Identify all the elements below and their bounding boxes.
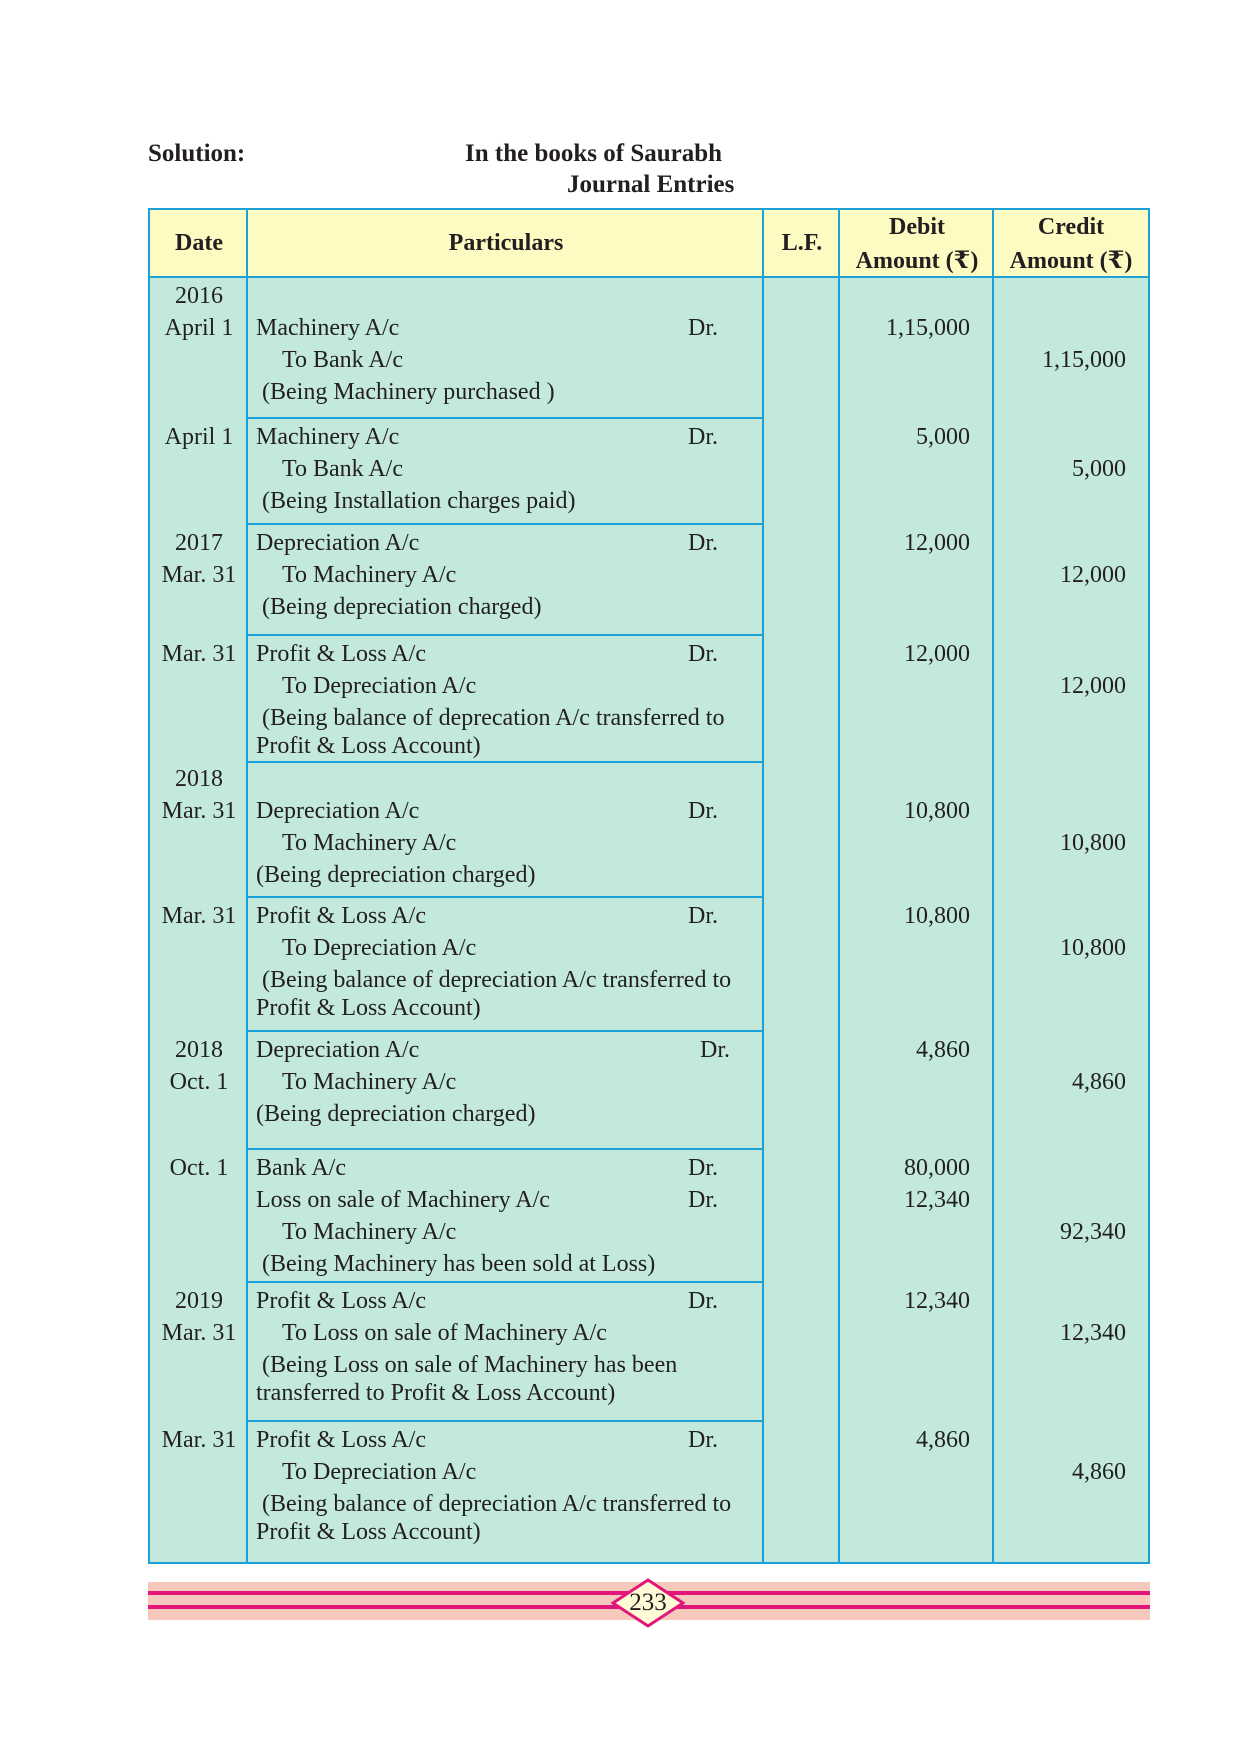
debit-amount: 12,340	[904, 1288, 970, 1314]
column-header-date: Date	[175, 230, 223, 256]
entry-divider	[248, 1281, 764, 1283]
credit-account: To Bank A/c	[282, 456, 403, 482]
dr-mark: Dr.	[688, 530, 718, 556]
debit-amount-2: 12,340	[904, 1187, 970, 1213]
narration: (Being balance of depreciation A/c transferred to	[262, 967, 732, 993]
narration: (Being balance of deprecation A/c transferred to	[262, 705, 725, 731]
entry-date: Mar. 31	[161, 1427, 237, 1453]
narration: (Being balance of depreciation A/c transferred to	[262, 1491, 732, 1517]
entry-date: Mar. 31	[161, 562, 237, 588]
divider-debit	[992, 210, 994, 1562]
solution-label: Solution:	[148, 140, 246, 167]
entry-divider	[248, 896, 764, 898]
divider-particulars	[762, 210, 764, 1562]
column-header-particulars: Particulars	[448, 230, 564, 256]
credit-amount: 12,000	[1060, 673, 1126, 699]
entry-year: 2019	[175, 1288, 223, 1314]
narration-continued: transferred to Profit & Loss Account)	[256, 1380, 616, 1406]
narration: (Being Machinery has been sold at Loss)	[262, 1251, 656, 1277]
debit-account: Depreciation A/c	[256, 530, 420, 556]
entry-year: 2017	[175, 530, 223, 556]
debit-header-line1: Debit	[889, 214, 945, 240]
debit-header-line2: Amount (₹)	[855, 248, 979, 274]
divider-lf	[838, 210, 840, 1562]
table-header	[150, 210, 1148, 278]
divider-date	[246, 210, 248, 1562]
column-header-lf: L.F.	[781, 230, 823, 256]
debit-account-2: Loss on sale of Machinery A/c	[256, 1187, 550, 1213]
credit-amount: 1,15,000	[1042, 347, 1126, 373]
dr-mark: Dr.	[688, 1288, 718, 1314]
credit-account: To Machinery A/c	[282, 830, 457, 856]
narration-continued: Profit & Loss Account)	[256, 733, 481, 759]
debit-amount: 12,000	[904, 641, 970, 667]
debit-amount: 12,000	[904, 530, 970, 556]
dr-mark: Dr.	[688, 798, 718, 824]
entry-year: 2018	[175, 766, 223, 792]
entry-year: 2018	[175, 1037, 223, 1063]
dr-mark: Dr.	[688, 1427, 718, 1453]
narration: (Being Machinery purchased )	[262, 379, 555, 405]
debit-account: Profit & Loss A/c	[256, 641, 427, 667]
page-number: 233	[629, 1589, 667, 1616]
column-header-debit	[840, 210, 994, 278]
dr-mark: Dr.	[688, 641, 718, 667]
credit-amount: 92,340	[1060, 1219, 1126, 1245]
dr-mark: Dr.	[688, 424, 718, 450]
dr-mark: Dr.	[688, 315, 718, 341]
debit-account: Bank A/c	[256, 1155, 346, 1181]
credit-account: To Depreciation A/c	[282, 935, 477, 961]
debit-account: Depreciation A/c	[256, 1037, 420, 1063]
debit-amount: 4,860	[916, 1427, 970, 1453]
debit-account: Depreciation A/c	[256, 798, 420, 824]
credit-amount: 5,000	[1072, 456, 1126, 482]
entry-divider	[248, 1030, 764, 1032]
debit-amount: 80,000	[904, 1155, 970, 1181]
entry-date: Oct. 1	[169, 1155, 229, 1181]
credit-amount: 4,860	[1072, 1459, 1126, 1485]
credit-account: To Machinery A/c	[282, 1069, 457, 1095]
entry-divider	[248, 1148, 764, 1150]
credit-account: To Machinery A/c	[282, 1219, 457, 1245]
entry-date: Mar. 31	[161, 1320, 237, 1346]
credit-amount: 12,340	[1060, 1320, 1126, 1346]
narration: (Being depreciation charged)	[256, 862, 536, 888]
debit-amount: 10,800	[904, 798, 970, 824]
entry-date: Mar. 31	[161, 641, 237, 667]
debit-account: Profit & Loss A/c	[256, 1288, 427, 1314]
book-title: In the books of Saurabh	[465, 140, 723, 167]
dr-mark: Dr.	[688, 1155, 718, 1181]
narration: (Being depreciation charged)	[256, 1101, 536, 1127]
debit-amount: 10,800	[904, 903, 970, 929]
credit-header-line2: Amount (₹)	[1009, 248, 1133, 274]
debit-amount: 1,15,000	[886, 315, 970, 341]
debit-amount: 4,860	[916, 1037, 970, 1063]
credit-account: To Depreciation A/c	[282, 673, 477, 699]
entry-divider	[248, 1420, 764, 1422]
entry-date: Mar. 31	[161, 798, 237, 824]
narration: (Being Loss on sale of Machinery has been	[262, 1352, 678, 1378]
credit-amount: 12,000	[1060, 562, 1126, 588]
entry-divider	[248, 634, 764, 636]
credit-account: To Machinery A/c	[282, 562, 457, 588]
entry-date: April 1	[164, 315, 234, 341]
narration-continued: Profit & Loss Account)	[256, 995, 481, 1021]
credit-header-line1: Credit	[1037, 214, 1105, 240]
journal-table	[148, 208, 1150, 1564]
dr-mark-2: Dr.	[688, 1187, 718, 1213]
debit-account: Machinery A/c	[256, 315, 400, 341]
entry-divider	[248, 523, 764, 525]
narration: (Being depreciation charged)	[262, 594, 542, 620]
journal-title: Journal Entries	[567, 171, 735, 198]
debit-account: Machinery A/c	[256, 424, 400, 450]
entry-year: 2016	[175, 283, 223, 309]
credit-account: To Depreciation A/c	[282, 1459, 477, 1485]
debit-amount: 5,000	[916, 424, 970, 450]
credit-amount: 10,800	[1060, 935, 1126, 961]
credit-amount: 10,800	[1060, 830, 1126, 856]
credit-amount: 4,860	[1072, 1069, 1126, 1095]
narration-continued: Profit & Loss Account)	[256, 1519, 481, 1545]
dr-mark: Dr.	[700, 1037, 730, 1063]
entry-date: April 1	[164, 424, 234, 450]
column-header-credit	[994, 210, 1148, 278]
narration: (Being Installation charges paid)	[262, 488, 576, 514]
entry-divider	[248, 417, 764, 419]
entry-date: Oct. 1	[169, 1069, 229, 1095]
debit-account: Profit & Loss A/c	[256, 903, 427, 929]
credit-account: To Bank A/c	[282, 347, 403, 373]
dr-mark: Dr.	[688, 903, 718, 929]
credit-account: To Loss on sale of Machinery A/c	[282, 1320, 607, 1346]
debit-account: Profit & Loss A/c	[256, 1427, 427, 1453]
entry-date: Mar. 31	[161, 903, 237, 929]
